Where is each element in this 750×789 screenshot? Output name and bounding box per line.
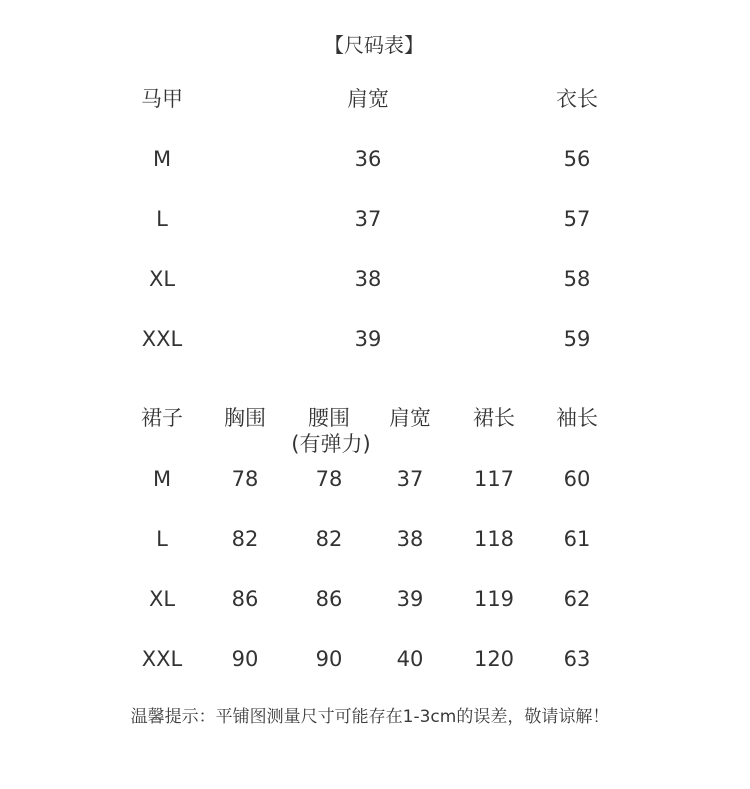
skirt-sleeve-cell: 61 [563, 527, 591, 551]
skirt-bust-cell: 90 [231, 647, 259, 671]
skirt-bust-cell: 78 [231, 467, 259, 491]
vest-size-cell: XXL [141, 327, 183, 351]
vest-length-cell: 56 [563, 147, 591, 171]
skirt-length-cell: 117 [473, 467, 515, 491]
vest-size-cell: L [156, 207, 168, 231]
skirt-header-shoulder: 肩宽 [389, 406, 431, 430]
vest-header-length: 衣长 [556, 87, 598, 111]
skirt-header-sleeve: 袖长 [556, 406, 598, 430]
skirt-waist-cell: 86 [315, 587, 343, 611]
page-title: 【尺码表】 [324, 33, 424, 57]
skirt-header-length: 裙长 [473, 406, 515, 430]
skirt-size-cell: XL [148, 587, 176, 611]
vest-shoulder-cell: 39 [354, 327, 382, 351]
vest-size-cell: XL [148, 267, 176, 291]
skirt-shoulder-cell: 37 [396, 467, 424, 491]
skirt-header-waist: 腰围 [308, 406, 350, 430]
skirt-shoulder-cell: 38 [396, 527, 424, 551]
skirt-sleeve-cell: 63 [563, 647, 591, 671]
vest-header-shoulder: 肩宽 [347, 87, 389, 111]
skirt-size-cell: M [152, 467, 172, 491]
skirt-header-item: 裙子 [141, 406, 183, 430]
measurement-note: 温馨提示：平铺图测量尺寸可能存在1-3cm的误差，敬请谅解！ [130, 707, 610, 727]
skirt-size-cell: XXL [141, 647, 183, 671]
vest-length-cell: 57 [563, 207, 591, 231]
vest-length-cell: 58 [563, 267, 591, 291]
vest-shoulder-cell: 36 [354, 147, 382, 171]
skirt-sleeve-cell: 62 [563, 587, 591, 611]
skirt-length-cell: 119 [473, 587, 515, 611]
vest-shoulder-cell: 38 [354, 267, 382, 291]
skirt-bust-cell: 86 [231, 587, 259, 611]
skirt-waist-cell: 78 [315, 467, 343, 491]
skirt-length-cell: 118 [473, 527, 515, 551]
vest-size-cell: M [152, 147, 172, 171]
vest-length-cell: 59 [563, 327, 591, 351]
skirt-shoulder-cell: 39 [396, 587, 424, 611]
skirt-header-bust: 胸围 [224, 406, 266, 430]
skirt-waist-cell: 90 [315, 647, 343, 671]
vest-header-item: 马甲 [141, 87, 183, 111]
skirt-shoulder-cell: 40 [396, 647, 424, 671]
skirt-length-cell: 120 [473, 647, 515, 671]
skirt-waist-cell: 82 [315, 527, 343, 551]
skirt-bust-cell: 82 [231, 527, 259, 551]
vest-shoulder-cell: 37 [354, 207, 382, 231]
skirt-sleeve-cell: 60 [563, 467, 591, 491]
skirt-header-waist-note: (有弹力) [291, 432, 371, 456]
skirt-size-cell: L [156, 527, 168, 551]
